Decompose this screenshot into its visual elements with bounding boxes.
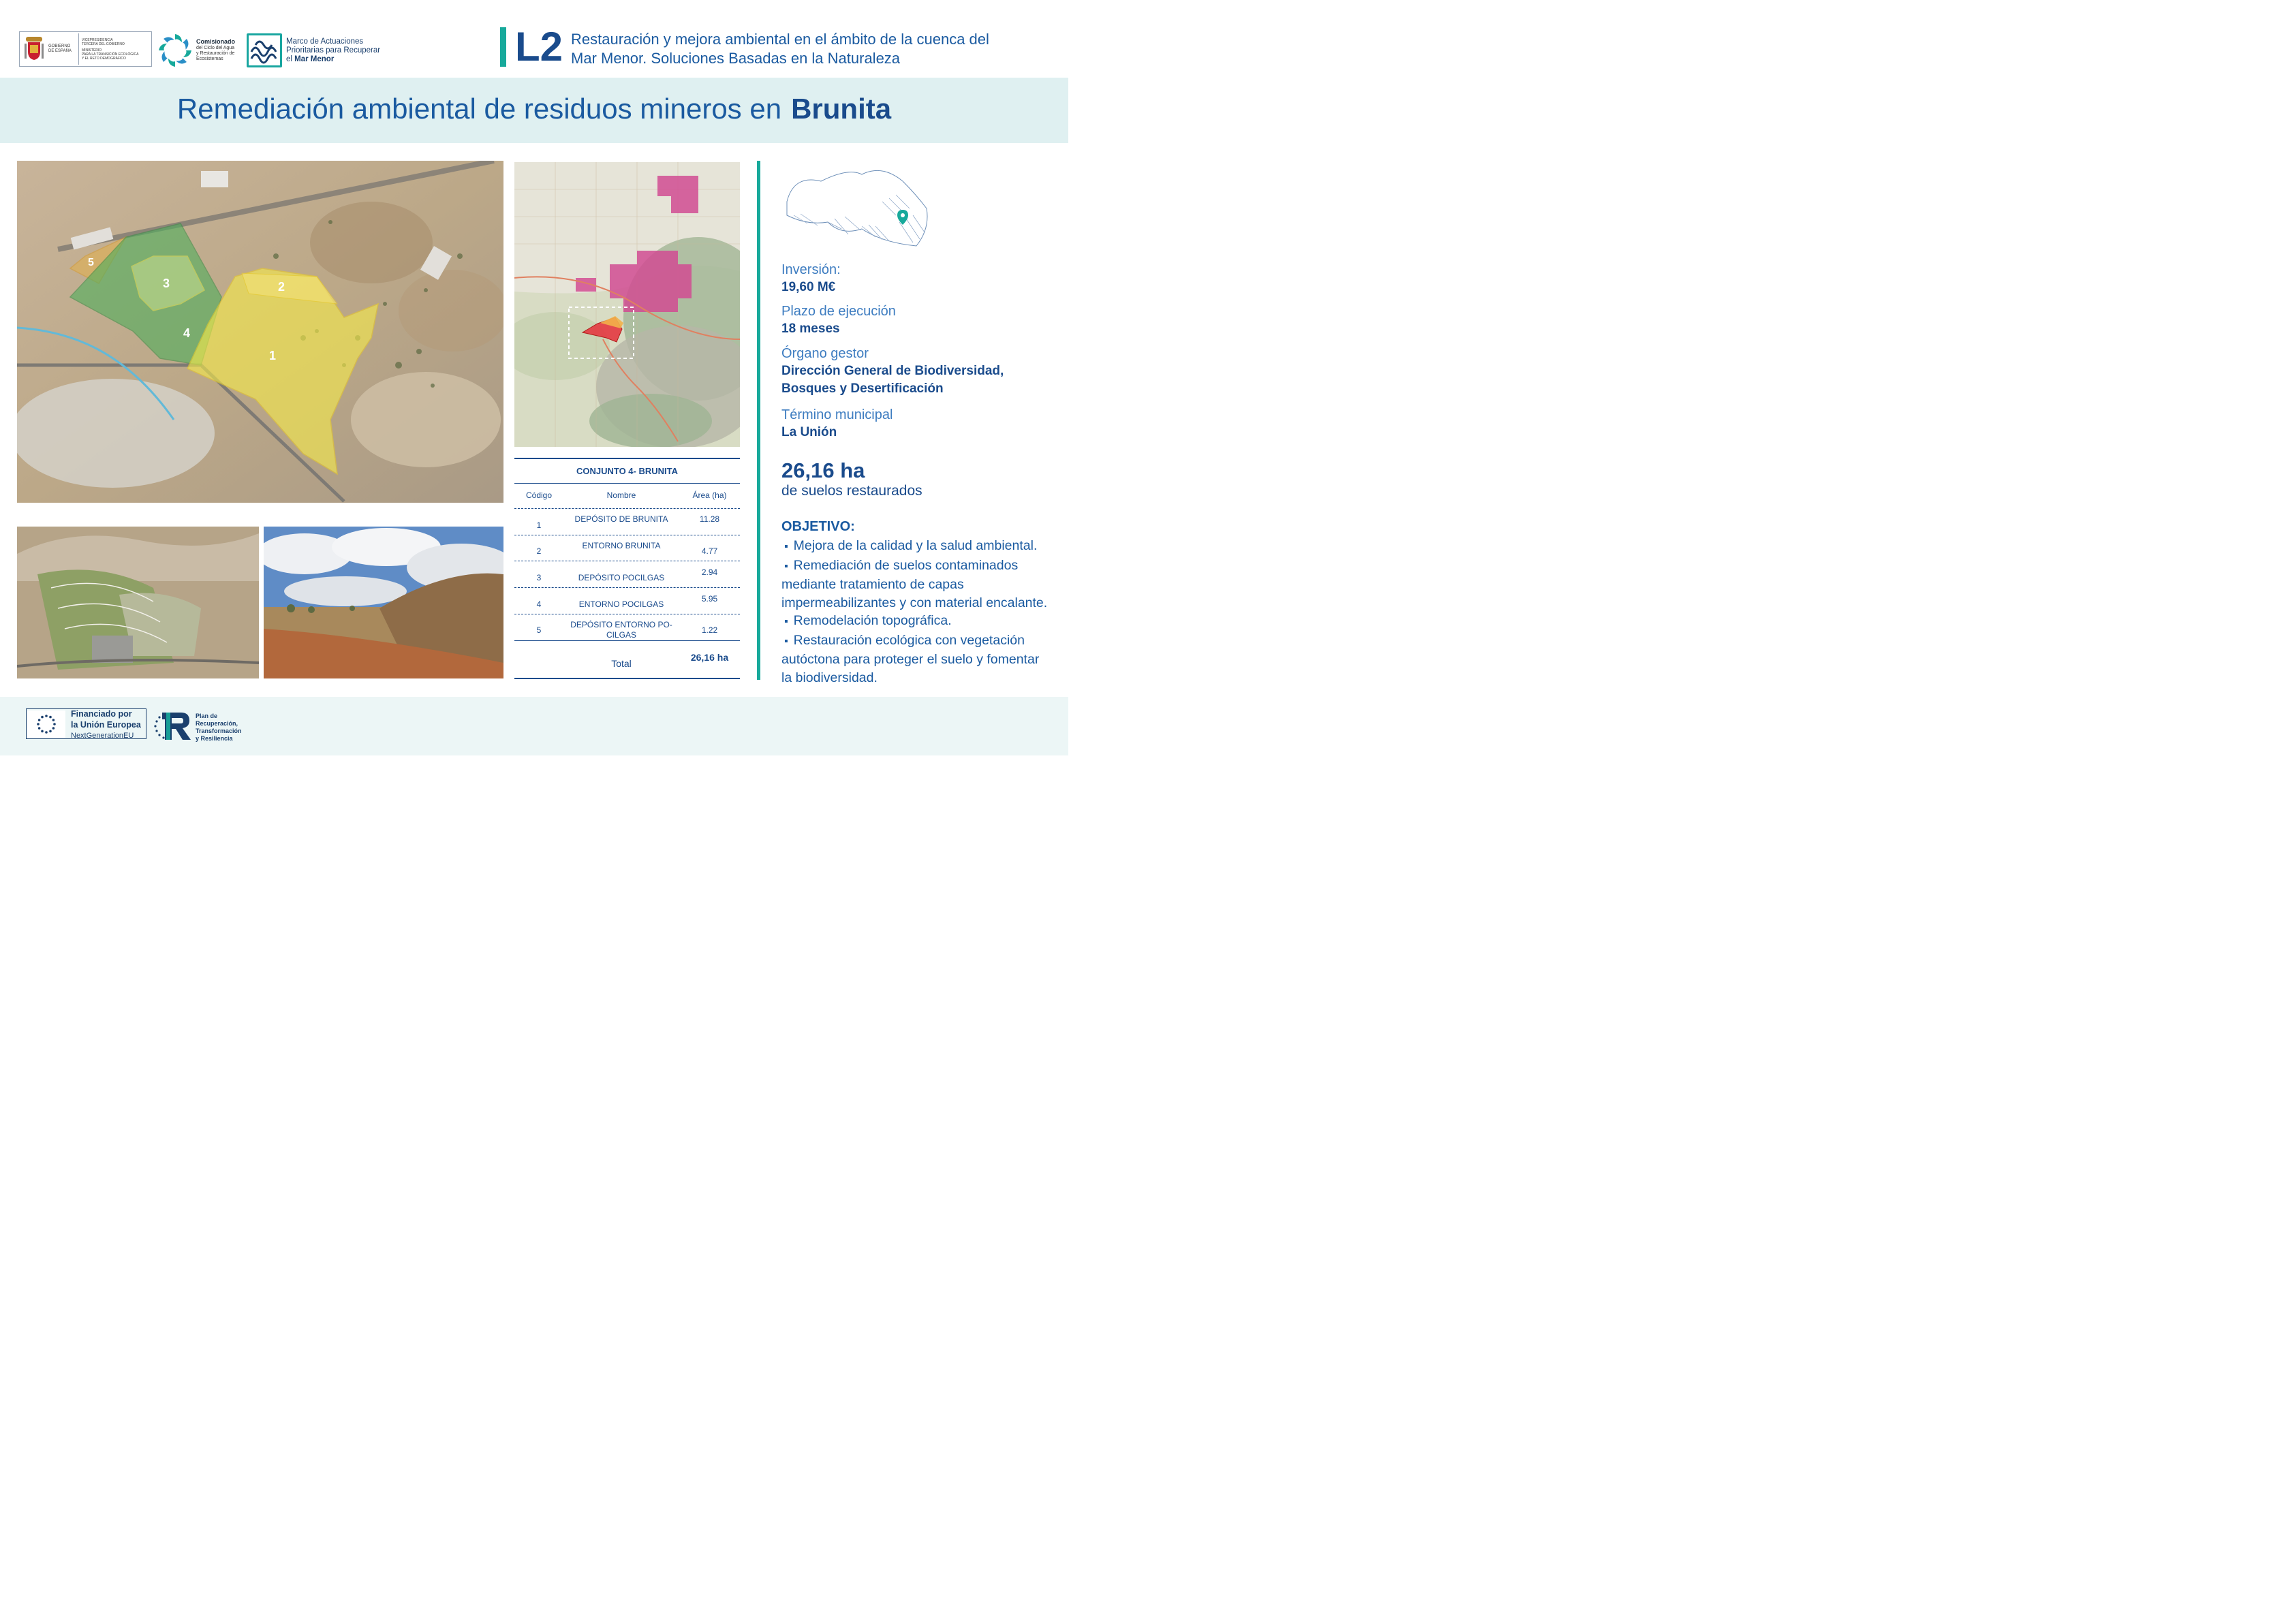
plazo-value: 18 meses bbox=[781, 322, 840, 336]
objetivo-title: OBJETIVO: bbox=[781, 519, 855, 534]
mar-menor-logo: Marco de Actuaciones Prioritarias para Recuperar el Mar Menor bbox=[247, 33, 390, 68]
zone-label-3: 3 bbox=[163, 277, 170, 290]
site-aerial-3d-photo bbox=[17, 527, 259, 678]
eu-flag-icon bbox=[27, 710, 65, 738]
total-label: Total bbox=[611, 658, 632, 669]
plazo-label: Plazo de ejecución bbox=[781, 304, 896, 319]
basin-locator-map bbox=[780, 161, 938, 256]
objetivo-item: ▪ Restauración ecológica con vegetación bbox=[784, 632, 1025, 648]
spain-coat-of-arms-icon bbox=[24, 35, 44, 63]
objetivo-item-cont: mediante tratamiento de capas bbox=[781, 577, 964, 592]
restored-area-value: 26,16 ha bbox=[781, 458, 865, 482]
termino-label: Término municipal bbox=[781, 407, 893, 422]
table-heading: CONJUNTO 4- BRUNITA bbox=[576, 466, 679, 476]
zone-label-5: 5 bbox=[88, 257, 94, 268]
ministry-text: VICEPRESIDENCIA TERCERA DEL GOBIERNO MINISTERIO PARA LA TRANSICIÓN ECOLÓGICA Y EL RETO DEMOGRÁFICO bbox=[82, 37, 139, 61]
termino-value: La Unión bbox=[781, 425, 837, 439]
objetivo-item-cont: impermeabilizantes y con material encalante. bbox=[781, 595, 1048, 610]
page-title: Remediación ambiental de residuos mineros en Brunita bbox=[176, 93, 892, 125]
mar-menor-waves-icon bbox=[247, 33, 282, 67]
comisionado-logo-icon bbox=[157, 32, 193, 69]
eu-funding-text: Financiado por la Unión Europea NextGenerationEU bbox=[71, 709, 141, 740]
objetivo-list bbox=[781, 537, 1054, 687]
column-divider bbox=[757, 161, 760, 680]
col-header-nombre: Nombre bbox=[606, 490, 636, 500]
organo-value-2: Bosques y Desertificación bbox=[781, 381, 944, 396]
zone-label-1: 1 bbox=[269, 349, 277, 362]
objetivo-item: ▪ Remediación de suelos contaminados bbox=[784, 557, 1019, 573]
inversion-value: 19,60 M€ bbox=[781, 280, 836, 294]
page-title-place: Brunita bbox=[791, 93, 892, 125]
line-accent-bar bbox=[500, 27, 506, 67]
prtr-logo-icon bbox=[151, 708, 193, 743]
line-title: Restauración y mejora ambiental en el ámbito de la cuenca del Mar Menor. Soluciones Basadas en la Naturaleza bbox=[571, 31, 989, 67]
line-code: L2 bbox=[515, 24, 563, 69]
objetivo-item: ▪ Mejora de la calidad y la salud ambiental. bbox=[784, 538, 1038, 553]
prtr-text: Plan de Recuperación, Transformación y Resiliencia bbox=[196, 713, 242, 742]
site-ground-photo bbox=[264, 527, 503, 678]
col-header-area: Área (ha) bbox=[692, 490, 727, 500]
objetivo-item-cont: la biodiversidad. bbox=[781, 670, 878, 685]
organo-value-1: Dirección General de Biodiversidad, bbox=[781, 364, 1004, 378]
row5-name: DEPÓSITO ENTORNO PO- CILGAS bbox=[570, 620, 672, 640]
zone-label-2: 2 bbox=[278, 280, 285, 294]
restored-area-caption: de suelos restaurados bbox=[781, 483, 922, 499]
organo-label: Órgano gestor bbox=[781, 346, 869, 361]
objetivo-item: ▪ Remodelación topográfica. bbox=[784, 613, 952, 628]
location-topo-map bbox=[514, 162, 740, 447]
gobierno-espana-logo bbox=[19, 31, 152, 67]
gov-name: GOBIERNO DE ESPAÑA bbox=[48, 44, 72, 53]
aerial-photo bbox=[17, 161, 503, 503]
comisionado-logo: Comisionado del Ciclo del Agua y Restauración de Ecosistemas bbox=[157, 31, 245, 69]
conjunto-table: CONJUNTO 4- BRUNITA Código Nombre Área (ha) 1 DEPÓSITO DE BRUNITA 11.28 2 ENTORNO BRUNITA 4.77 3 DEPÓSITO POCILGAS 2.94 4 ENTORNO POCILGAS 5.95 5 DEPÓSITO ENTORNO PO- CILGAS 1.22 Total 26,16 ha bbox=[514, 458, 740, 683]
objetivo-item-cont: autóctona para proteger el suelo y fomentar bbox=[781, 652, 1040, 667]
total-value: 26,16 ha bbox=[690, 652, 729, 663]
col-header-codigo: Código bbox=[525, 490, 553, 500]
zone-label-4: 4 bbox=[183, 326, 191, 340]
inversion-label: Inversión: bbox=[781, 262, 841, 277]
